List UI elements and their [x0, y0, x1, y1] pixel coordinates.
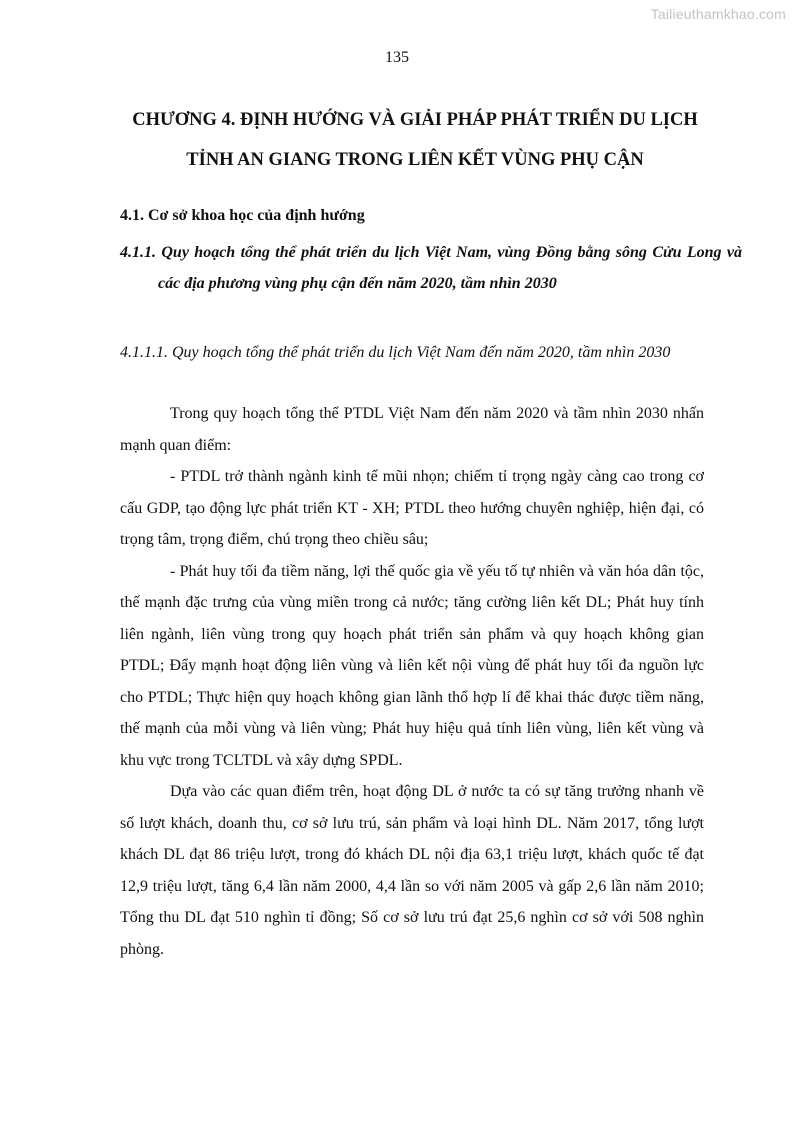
- paragraph-bullet-1: - PTDL trở thành ngành kinh tế mũi nhọn; chiếm tỉ trọng ngày càng cao trong cơ cấu GDP, tạo động lực phát triển KT - XH; PTDL theo hướng chuyên nghiệp, hiện đại, có trọng tâm, trọng điểm, chú trọng theo chiều sâu;: [120, 468, 704, 548]
- subsection-heading: 4.1.1. Quy hoạch tổng thể phát triển du lịch Việt Nam, vùng Đồng bằng sông Cửu Long và các địa phương vùng phụ cận đến năm 2020, tầm nhìn 2030: [120, 244, 742, 292]
- paragraph-intro: Trong quy hoạch tổng thể PTDL Việt Nam đến năm 2020 và tầm nhìn 2030 nhấn mạnh quan điểm:: [120, 405, 704, 454]
- chapter-title: [100, 100, 730, 180]
- page-number: 135: [385, 49, 409, 66]
- chapter-title-line-1: CHƯƠNG 4. ĐỊNH HƯỚNG VÀ GIẢI PHÁP PHÁT TRIỂN DU LỊCH: [132, 110, 698, 130]
- subsubsection-heading: 4.1.1.1. Quy hoạch tổng thể phát triển du lịch Việt Nam đến năm 2020, tầm nhìn 2030: [120, 344, 671, 361]
- body-text: [120, 398, 704, 965]
- section-heading: 4.1. Cơ sở khoa học của định hướng: [120, 207, 365, 224]
- chapter-title-line-2: TỈNH AN GIANG TRONG LIÊN KẾT VÙNG PHỤ CẬN: [186, 150, 644, 170]
- paragraph-bullet-2: - Phát huy tối đa tiềm năng, lợi thế quốc gia về yếu tố tự nhiên và văn hóa dân tộc, thế mạnh đặc trưng của vùng miền trong cả nước; tăng cường liên kết DL; Phát huy tính liên ngành, liên vùng trong quy hoạch phát triển sản phẩm và quy hoạch không gian PTDL; Đẩy mạnh hoạt động liên vùng và liên kết nội vùng để phát huy tối đa nguồn lực cho PTDL; Thực hiện quy hoạch không gian lãnh thổ hợp lí để khai thác được tiềm năng, thế mạnh của mỗi vùng và liên vùng; Phát huy hiệu quả tính liên vùng, liên kết vùng và khu vực trong TCLTDL và xây dựng SPDL.: [120, 562, 704, 769]
- watermark: Tailieuthamkhao.com: [650, 6, 786, 22]
- paragraph-statistics: Dựa vào các quan điểm trên, hoạt động DL ở nước ta có sự tăng trưởng nhanh về số lượt khách, doanh thu, cơ sở lưu trú, sản phẩm và loại hình DL. Năm 2017, tổng lượt khách DL đạt 86 triệu lượt, trong đó khách DL nội địa 63,1 triệu lượt, khách quốc tế đạt 12,9 triệu lượt, tăng 6,4 lần năm 2000, 4,4 lần so với năm 2005 và gấp 2,6 lần năm 2010; Tổng thu DL đạt 510 nghìn tỉ đồng; Số cơ sở lưu trú đạt 25,6 nghìn cơ sở với 508 nghìn phòng.: [120, 783, 704, 958]
